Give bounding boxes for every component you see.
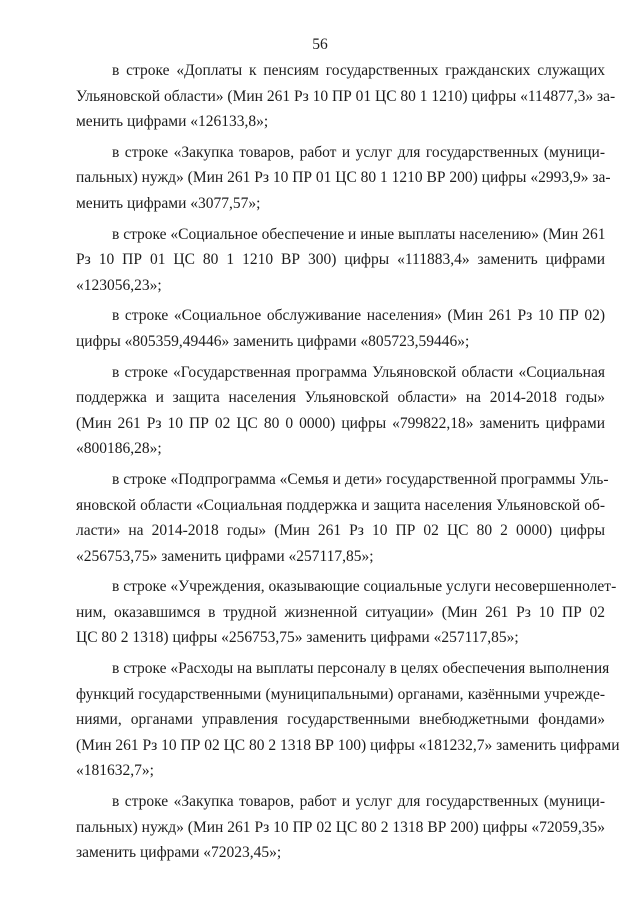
paragraph-line: пальных) нужд» (Мин 261 Рз 10 ПР 01 ЦС 80 1 1210 ВР 200) цифры «2993,9» за- (76, 169, 611, 187)
paragraph-line: пальных) нужд» (Мин 261 Рз 10 ПР 02 ЦС 80 2 1318 ВР 200) цифры «72059,35» (76, 818, 605, 836)
paragraph-line: заменить цифрами «72023,45»; (76, 844, 282, 862)
paragraph-line: (Мин 261 Рз 10 ПР 02 ЦС 80 0 0000) цифры «799822,18» заменить цифрами (76, 414, 605, 432)
paragraph-line: в строке «Расходы на выплаты персоналу в целях обеспечения выполнения (112, 660, 610, 678)
document-body (76, 58, 620, 871)
paragraph-line: менить цифрами «126133,8»; (76, 113, 269, 131)
page-number: 56 (312, 36, 328, 53)
amendment-paragraph (76, 789, 605, 866)
paragraph-line: в строке «Государственная программа Ульяновской области «Социальная (112, 363, 605, 381)
amendment-paragraph (76, 574, 617, 651)
amendment-paragraph (76, 222, 605, 299)
paragraph-line: в строке «Подпрограмма «Семья и дети» государственной программы Уль- (112, 470, 609, 488)
paragraph-line: в строке «Закупка товаров, работ и услуг для государственных (муници- (112, 143, 605, 161)
paragraph-line: «256753,75» заменить цифрами «257117,85»; (76, 547, 374, 565)
amendment-paragraph (76, 360, 605, 462)
amendment-paragraph (76, 303, 605, 354)
amendment-paragraph (76, 467, 609, 569)
paragraph-line: ниями, органами управления государственными внебюджетными фондами» (76, 711, 605, 729)
paragraph-line: цифры «805359,49446» заменить цифрами «805723,59446»; (76, 332, 470, 350)
paragraph-line: функций государственными (муниципальными) органами, казёнными учрежде- (76, 685, 605, 703)
paragraph-line: менить цифрами «3077,57»; (76, 194, 261, 212)
paragraph-line: яновской области «Социальная поддержка и защита населения Ульяновской об- (76, 496, 605, 514)
amendment-paragraph (76, 140, 611, 217)
paragraph-line: в строке «Доплаты к пенсиям государственных гражданских служащих (112, 62, 605, 79)
paragraph-line: в строке «Учреждения, оказывающие социальные услуги несовершеннолет- (112, 578, 617, 596)
paragraph-line: в строке «Социальное обеспечение и иные выплаты населению» (Мин 261 (112, 225, 606, 243)
paragraph-line: «123056,23»; (76, 276, 162, 294)
paragraph-line: в строке «Закупка товаров, работ и услуг для государственных (муници- (112, 793, 605, 811)
paragraph-line: «181632,7»; (76, 762, 154, 780)
paragraph-line: Рз 10 ПР 01 ЦС 80 1 1210 ВР 300) цифры «111883,4» заменить цифрами (76, 251, 605, 269)
paragraph-line: поддержка и защита населения Ульяновской области» на 2014-2018 годы» (76, 389, 605, 407)
paragraph-line: ним, оказавшимся в трудной жизненной ситуации» (Мин 261 Рз 10 ПР 02 (76, 603, 605, 621)
amendment-paragraph (76, 58, 616, 135)
paragraph-line: Ульяновской области» (Мин 261 Рз 10 ПР 01 ЦС 80 1 1210) цифры «114877,3» за- (76, 87, 616, 105)
paragraph-line: ласти» на 2014-2018 годы» (Мин 261 Рз 10 ПР 02 ЦС 80 2 0000) цифры (76, 522, 605, 540)
paragraph-line: (Мин 261 Рз 10 ПР 02 ЦС 80 2 1318 ВР 100) цифры «181232,7» заменить цифрами (76, 736, 620, 754)
paragraph-line: ЦС 80 2 1318) цифры «256753,75» заменить цифрами «257117,85»; (76, 629, 519, 647)
paragraph-line: «800186,28»; (76, 440, 162, 458)
amendment-paragraph (76, 656, 620, 784)
paragraph-line: в строке «Социальное обслуживание населения» (Мин 261 Рз 10 ПР 02) (112, 307, 605, 325)
